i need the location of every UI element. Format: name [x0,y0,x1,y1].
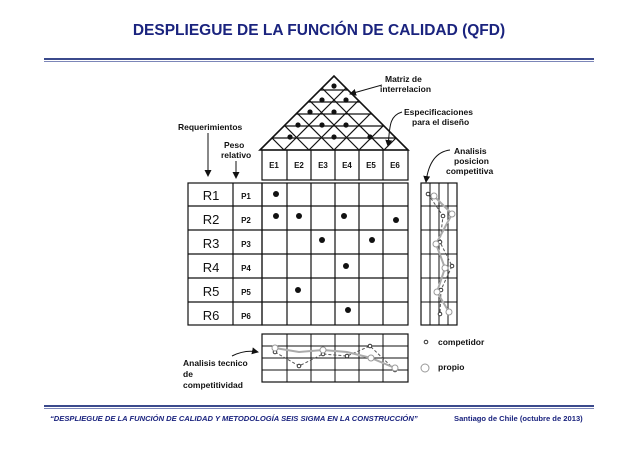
roof-dot [295,122,300,127]
req-r6: R6 [202,308,220,323]
propio-point [442,265,448,271]
competidor-point [441,214,445,218]
spec-e3: E3 [318,161,328,170]
technical-competitiveness-grid [262,334,408,382]
roof-dot [367,134,372,139]
propio-point [368,355,374,361]
legend-competidor-label: competidor [438,337,485,347]
analisis-tecnico-label-line1: Analisis tecnico [183,358,248,368]
competidor-point [297,364,301,368]
matrix-dot [273,191,279,197]
competidor-point [426,192,430,196]
analisis-posicion-label-line2: posicion [454,156,489,166]
propio-point [320,347,326,353]
legend-propio-label: propio [438,362,465,372]
bottom-divider [44,405,594,407]
req-r1: R1 [202,188,220,203]
relationship-matrix [262,183,408,325]
roof-dot [343,97,348,102]
analisis-posicion-label-line3: competitiva [446,166,494,176]
legend-propio-symbol [421,364,429,372]
matrix-dot [343,263,349,269]
matrix-dot [295,287,301,293]
bottom-divider-thin [44,408,594,409]
propio-point [272,345,278,351]
peso-label-line1: Peso [224,140,245,150]
propio-point [433,241,439,247]
matrix-dot [273,213,279,219]
peso-p4: P4 [241,264,251,273]
especificaciones-header [262,150,408,180]
analisis-tecnico-label-line2: de [183,369,193,379]
peso-label-line2: relativo [221,150,252,160]
footer-citation: “DESPLIEGUE DE LA FUNCIÓN DE CALIDAD Y METODOLOGÍA SEIS SIGMA EN LA CONSTRUCCIÓN” [50,414,418,423]
roof-dot [331,134,336,139]
req-r3: R3 [202,236,220,251]
matrix-dots [273,191,399,313]
matrix-dot [319,237,325,243]
requerimientos-wall [188,183,262,325]
peso-p3: P3 [241,240,251,249]
competidor-point [368,344,372,348]
spec-e1: E1 [269,161,279,170]
analisis-tecnico-arrow [232,351,258,356]
propio-point [392,365,398,371]
propio-point [434,289,440,295]
matrix-dot [345,307,351,313]
peso-p5: P5 [241,288,251,297]
spec-e6: E6 [390,161,400,170]
peso-p6: P6 [241,312,251,321]
matrix-dot [393,217,399,223]
competidor-point [438,312,442,316]
competidor-point [345,354,349,358]
peso-p2: P2 [241,216,251,225]
propio-point [431,193,437,199]
roof-dot [331,109,336,114]
spec-e4: E4 [342,161,352,170]
matriz-arrow [350,85,382,94]
spec-e5: E5 [366,161,376,170]
page-title: DESPLIEGUE DE LA FUNCIÓN DE CALIDAD (QFD) [132,22,506,39]
propio-point [449,211,455,217]
matrix-dot [369,237,375,243]
especificaciones-label-line2: para el diseño [412,117,470,127]
matriz-label-line2: interrelacion [380,84,432,94]
roof-dot [343,122,348,127]
legend-competidor-symbol [424,340,428,344]
roof-dots [287,83,372,139]
requerimientos-label: Requerimientos [178,122,243,132]
especificaciones-label-line1: Especificaciones [404,107,473,117]
analisis-posicion-label-line1: Analisis [454,146,487,156]
roof-dot [307,109,312,114]
spec-e2: E2 [294,161,304,170]
propio-point [446,309,452,315]
matriz-label-line1: Matriz de [385,74,422,84]
footer-date: Santiago de Chile (octubre de 2013) [454,414,583,423]
matrix-dot [296,213,302,219]
roof-dot [287,134,292,139]
matrix-dot [341,213,347,219]
req-r5: R5 [202,284,220,299]
roof-dot [331,83,336,88]
roof-dot [319,97,324,102]
roof-dot [319,122,324,127]
analisis-tecnico-label-line3: competitividad [183,380,243,390]
req-r4: R4 [202,260,220,275]
peso-p1: P1 [241,192,251,201]
req-r2: R2 [202,212,220,227]
competidor-point [450,264,454,268]
